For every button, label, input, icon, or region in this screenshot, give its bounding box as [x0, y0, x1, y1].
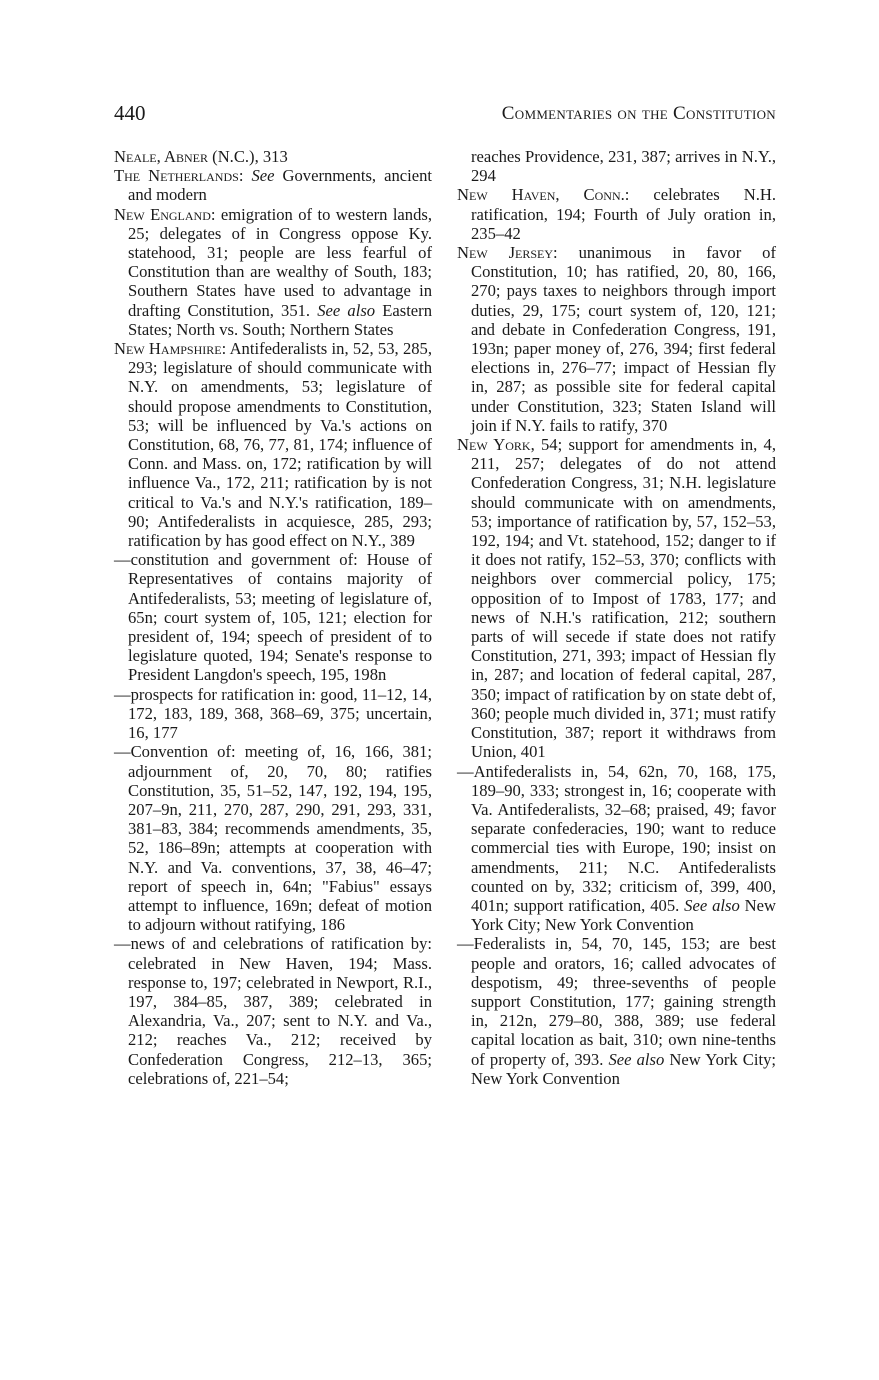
index-headword: New England: [114, 204, 211, 224]
index-entry: [114, 205, 432, 339]
index-entry-continuation: [457, 147, 776, 185]
index-headword: New Hampshire: [114, 339, 222, 359]
index-headword: Neale, Abner: [114, 147, 209, 166]
index-text: New York City; New York Convention: [471, 895, 776, 935]
see-reference: See: [251, 166, 275, 186]
index-entry: [114, 339, 432, 550]
index-text: —Convention of: meeting of, 16, 166, 381; adjournment of, 20, 70, 80; ratifies Constitution, 35, 51–52, 147, 192, 194, 195, 207–9n, 211, 270, 287, 290, 291, 293, 331, 381–83, 384; recommends amendments, 35, 52, 186–89n; attempts at cooperation with N.Y. and Va. conventions, 37, 38, 46–47; report of speech in, 64n; "Fabius" essays attempt to influence, 169n; defeat of motion to adjourn without ratifying, 186: [114, 742, 432, 935]
index-text: : celebrates N.H. ratification, 194; Fourth of July oration in, 235–42: [471, 185, 776, 243]
index-text: reaches Providence, 231, 387; arrives in N.Y., 294: [471, 147, 776, 186]
index-entry: [114, 147, 432, 166]
see-reference: See also: [684, 895, 740, 915]
see-reference: See also: [317, 300, 376, 320]
index-text: Eastern States; North vs. South; Northern States: [128, 300, 432, 339]
index-column-right: [457, 147, 776, 1088]
page-number: 440: [114, 101, 146, 125]
index-entry: [457, 185, 776, 243]
index-entry: [457, 435, 776, 761]
index-subentry: [457, 762, 776, 935]
index-headword: New Jersey: [457, 243, 554, 263]
index-text: Governments, ancient and modern: [128, 166, 432, 205]
index-text: New York City; New York Convention: [471, 1049, 776, 1088]
index-headword: The Netherlands: [114, 166, 239, 186]
index-text: (N.C.), 313: [208, 147, 288, 166]
index-subentry: [114, 934, 432, 1088]
index-text: —Federalists in, 54, 70, 145, 153; are best people and orators, 16; called advocates of despotism, 49; three-sevenths of people support Constitution, 177; gaining strength in, 212n, 279–80, 388, 389; use federal capital location as bait, 310; own nine-tenths of property of, 393.: [457, 934, 776, 1069]
index-text: : Antifederalists in, 52, 53, 285, 293; legislature of should communicate with N.Y. on amendments, 53; legislature of should propose amendments to Constitution, 53; will be influenced by Va.'s actions on Constitution, 68, 76, 77, 81, 174; influence of Conn. and Mass. on, 172; ratification by will influence Va., 172, 211; ratification by is not critical to Va.'s and N.Y.'s ratification, 189–90; Antifederalists in acquiesce, 285, 293; ratification by has good effect on N.Y., 389: [128, 339, 432, 551]
index-column-left: [114, 147, 432, 1088]
index-text: : emigration of to western lands, 25; delegates of in Congress oppose Ky. statehood, 31; people are less fearful of Constitution than are wealthy of South, 183; Southern States have used to advantage in drafting Constitution, 351.: [128, 204, 433, 320]
index-entry: [457, 243, 776, 435]
index-text: —constitution and government of: House of Representatives of contains majority of Antifederalists, 53; meeting of legislature of, 65n; court system of, 105, 121; election for president of, 194; speech of president of to legislature quoted, 194; Senate's response to President Langdon's speech, 195, 198n: [114, 550, 432, 685]
index-subentry: [114, 550, 432, 684]
index-headword: New Haven, Conn.: [457, 185, 625, 205]
index-subentry: [114, 742, 432, 934]
index-text: :: [238, 166, 252, 186]
index-text: —news of and celebrations of ratification by: celebrated in New Haven, 194; Mass. response to, 197; celebrated in Newport, R.I., 197, 384–85, 387, 389; celebrated in Alexandria, Va., 207; sent to N.Y. and Va., 212; reaches Va., 212; received by Confederation Congress, 212–13, 365; celebrations of, 221–54;: [114, 934, 432, 1088]
see-reference: See also: [608, 1049, 665, 1069]
index-subentry: [457, 934, 776, 1088]
index-text: : unanimous in favor of Constitution, 10; has ratified, 20, 80, 166, 270; pays taxes to neighbors through import duties, 29, 175; court system of, 120, 121; and debate in Confederation Congress, 191, 193n; paper money of, 276, 394; first federal elections in, 276–77; impact of Hessian fly in, 287; as possible site for federal capital under Constitution, 323; Staten Island will join if N.Y. fails to ratify, 370: [471, 243, 776, 435]
index-subentry: [114, 685, 432, 743]
index-text: , 54; support for amendments in, 4, 211, 257; delegates of do not attend Confederation Congress, 31; N.H. legislature should communicate with on amendments, 53; importance of ratification by, 57, 152–53, 192, 194; and Vt. statehood, 152; danger to if it does not ratify, 152–53, 370; conflicts with neighbors over commercial policy, 175; opposition of to Impost of 1783, 177; and news of N.H.'s ratification, 212; southern parts of will secede if state does not ratify Constitution, 271, 393; impact of Hessian fly in, 287; and location of federal capital, 287, 350; impact of ratification by on state debt of, 360; people much divided in, 371; must ratify Constitution, 387; report it withdraws from Union, 401: [471, 435, 776, 762]
index-text: —Antifederalists in, 54, 62n, 70, 168, 175, 189–90, 333; strongest in, 16; cooperate with Va. Antifederalists, 32–68; praised, 49; favor separate confederacies, 190; want to reduce commercial ties with Europe, 190; insist on amendments, 211; N.C. Antifederalists counted on by, 332; criticism of, 399, 400, 401n; support ratification, 405.: [457, 761, 776, 915]
index-text: —prospects for ratification in: good, 11–12, 14, 172, 183, 189, 368, 368–69, 375; uncertain, 16, 177: [114, 684, 432, 743]
running-head: Commentaries on the Constitution: [501, 103, 776, 124]
index-entry: [114, 166, 432, 204]
index-headword: New York: [457, 435, 531, 455]
